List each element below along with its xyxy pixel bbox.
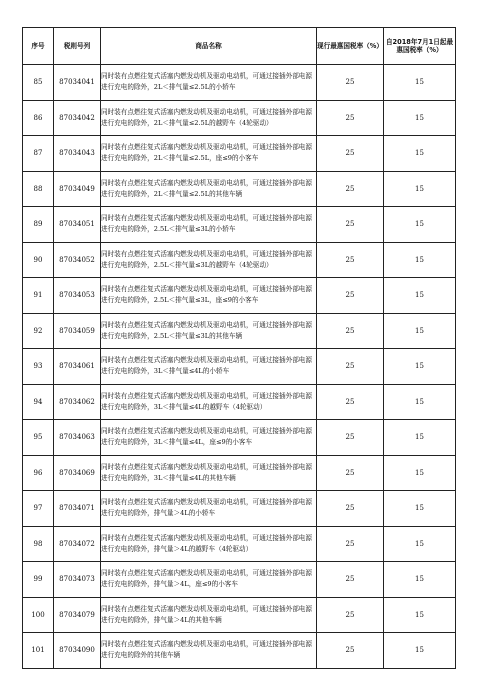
cell-seq: 99 [23, 562, 54, 598]
cell-product-name: 同时装有点燃往复式活塞内燃发动机及驱动电动机，可通过接插外部电源进行充电的除外，2.5L＜排气量≤3L的小轿车 [101, 207, 317, 243]
header-seq: 序号 [23, 28, 54, 65]
table-row [23, 455, 456, 491]
table-row [23, 384, 456, 420]
table-row [23, 562, 456, 598]
cell-new-rate: 15 [384, 242, 456, 278]
cell-seq: 93 [23, 349, 54, 385]
cell-tariff-code: 87034090 [54, 633, 101, 669]
cell-new-rate: 15 [384, 65, 456, 101]
cell-current-rate: 25 [317, 455, 384, 491]
cell-new-rate: 15 [384, 207, 456, 243]
cell-product-name: 同时装有点燃往复式活塞内燃发动机及驱动电动机，可通过接插外部电源进行充电的除外，2L＜排气量≤2.5L的越野车（4轮驱动） [101, 100, 317, 136]
cell-seq: 101 [23, 633, 54, 669]
cell-new-rate: 15 [384, 136, 456, 172]
header-new-mfn-rate: 自2018年7月1日起最惠国税率（%） [384, 28, 456, 65]
table-row [23, 597, 456, 633]
cell-tariff-code: 87034072 [54, 526, 101, 562]
cell-new-rate: 15 [384, 171, 456, 207]
cell-product-name: 同时装有点燃往复式活塞内燃发动机及驱动电动机，可通过接插外部电源进行充电的除外，排气量＞4L的小轿车 [101, 491, 317, 527]
cell-tariff-code: 87034049 [54, 171, 101, 207]
cell-new-rate: 15 [384, 526, 456, 562]
cell-product-name: 同时装有点燃往复式活塞内燃发动机及驱动电动机，可通过接插外部电源进行充电的除外，2.5L＜排气量≤3L，座≤9的小客车 [101, 278, 317, 314]
cell-current-rate: 25 [317, 384, 384, 420]
cell-seq: 89 [23, 207, 54, 243]
cell-product-name: 同时装有点燃往复式活塞内燃发动机及驱动电动机，可通过接插外部电源进行充电的除外，2L＜排气量≤2.5L的小轿车 [101, 65, 317, 101]
cell-tariff-code: 87034061 [54, 349, 101, 385]
cell-seq: 98 [23, 526, 54, 562]
cell-new-rate: 15 [384, 597, 456, 633]
cell-tariff-code: 87034059 [54, 313, 101, 349]
cell-product-name: 同时装有点燃往复式活塞内燃发动机及驱动电动机，可通过接插外部电源进行充电的除外，2.5L＜排气量≤3L的其他车辆 [101, 313, 317, 349]
cell-current-rate: 25 [317, 313, 384, 349]
cell-current-rate: 25 [317, 65, 384, 101]
cell-current-rate: 25 [317, 633, 384, 669]
cell-current-rate: 25 [317, 136, 384, 172]
cell-seq: 96 [23, 455, 54, 491]
cell-product-name: 同时装有点燃往复式活塞内燃发动机及驱动电动机，可通过接插外部电源进行充电的除外，2.5L＜排气量≤3L的越野车（4轮驱动） [101, 242, 317, 278]
table-row [23, 278, 456, 314]
cell-tariff-code: 87034052 [54, 242, 101, 278]
cell-seq: 91 [23, 278, 54, 314]
cell-seq: 85 [23, 65, 54, 101]
cell-product-name: 同时装有点燃往复式活塞内燃发动机及驱动电动机，可通过接插外部电源进行充电的除外，3L＜排气量≤4L的小轿车 [101, 349, 317, 385]
cell-tariff-code: 87034053 [54, 278, 101, 314]
cell-tariff-code: 87034069 [54, 455, 101, 491]
cell-seq: 87 [23, 136, 54, 172]
cell-current-rate: 25 [317, 278, 384, 314]
table-row [23, 65, 456, 101]
cell-current-rate: 25 [317, 207, 384, 243]
cell-current-rate: 25 [317, 349, 384, 385]
cell-current-rate: 25 [317, 171, 384, 207]
cell-new-rate: 15 [384, 562, 456, 598]
cell-product-name: 同时装有点燃往复式活塞内燃发动机及驱动电动机，可通过接插外部电源进行充电的除外，3L＜排气量≤4L，座≤9的小客车 [101, 420, 317, 456]
cell-tariff-code: 87034079 [54, 597, 101, 633]
cell-new-rate: 15 [384, 349, 456, 385]
cell-current-rate: 25 [317, 562, 384, 598]
cell-seq: 100 [23, 597, 54, 633]
cell-current-rate: 25 [317, 242, 384, 278]
cell-new-rate: 15 [384, 455, 456, 491]
table-row [23, 526, 456, 562]
tariff-table [22, 27, 456, 669]
cell-product-name: 同时装有点燃往复式活塞内燃发动机及驱动电动机，可通过接插外部电源进行充电的除外，2L＜排气量≤2.5L，座≤9的小客车 [101, 136, 317, 172]
cell-current-rate: 25 [317, 420, 384, 456]
table-row [23, 349, 456, 385]
cell-seq: 97 [23, 491, 54, 527]
cell-current-rate: 25 [317, 100, 384, 136]
table-row [23, 420, 456, 456]
cell-tariff-code: 87034051 [54, 207, 101, 243]
cell-new-rate: 15 [384, 384, 456, 420]
table-row [23, 242, 456, 278]
cell-product-name: 同时装有点燃往复式活塞内燃发动机及驱动电动机，可通过接插外部电源进行充电的除外，排气量＞4L的其他车辆 [101, 597, 317, 633]
cell-seq: 86 [23, 100, 54, 136]
cell-tariff-code: 87034063 [54, 420, 101, 456]
cell-tariff-code: 87034043 [54, 136, 101, 172]
cell-new-rate: 15 [384, 420, 456, 456]
table-row [23, 491, 456, 527]
cell-tariff-code: 87034073 [54, 562, 101, 598]
table-header-row [23, 28, 456, 65]
table-body [23, 65, 456, 669]
header-tariff-code: 税则号列 [54, 28, 101, 65]
cell-current-rate: 25 [317, 491, 384, 527]
cell-seq: 90 [23, 242, 54, 278]
cell-new-rate: 15 [384, 633, 456, 669]
cell-seq: 94 [23, 384, 54, 420]
cell-seq: 92 [23, 313, 54, 349]
cell-product-name: 同时装有点燃往复式活塞内燃发动机及驱动电动机，可通过接插外部电源进行充电的除外的其他车辆 [101, 633, 317, 669]
cell-new-rate: 15 [384, 313, 456, 349]
header-product-name: 商品名称 [101, 28, 317, 65]
table-row [23, 100, 456, 136]
cell-tariff-code: 87034062 [54, 384, 101, 420]
cell-new-rate: 15 [384, 278, 456, 314]
cell-product-name: 同时装有点燃往复式活塞内燃发动机及驱动电动机，可通过接插外部电源进行充电的除外，3L＜排气量≤4L的越野车（4轮驱动） [101, 384, 317, 420]
cell-new-rate: 15 [384, 100, 456, 136]
header-current-mfn-rate: 现行最惠国税率（%） [317, 28, 384, 65]
cell-product-name: 同时装有点燃往复式活塞内燃发动机及驱动电动机，可通过接插外部电源进行充电的除外，排气量＞4L，座≤9的小客车 [101, 562, 317, 598]
table-row [23, 313, 456, 349]
cell-product-name: 同时装有点燃往复式活塞内燃发动机及驱动电动机，可通过接插外部电源进行充电的除外，3L＜排气量≤4L的其他车辆 [101, 455, 317, 491]
cell-product-name: 同时装有点燃往复式活塞内燃发动机及驱动电动机，可通过接插外部电源进行充电的除外，2L＜排气量≤2.5L的其他车辆 [101, 171, 317, 207]
cell-current-rate: 25 [317, 526, 384, 562]
table-row [23, 207, 456, 243]
cell-tariff-code: 87034042 [54, 100, 101, 136]
table-row [23, 136, 456, 172]
table-row [23, 171, 456, 207]
cell-current-rate: 25 [317, 597, 384, 633]
cell-seq: 88 [23, 171, 54, 207]
cell-tariff-code: 87034071 [54, 491, 101, 527]
cell-product-name: 同时装有点燃往复式活塞内燃发动机及驱动电动机，可通过接插外部电源进行充电的除外，排气量＞4L的越野车（4轮驱动） [101, 526, 317, 562]
table-row [23, 633, 456, 669]
cell-seq: 95 [23, 420, 54, 456]
cell-new-rate: 15 [384, 491, 456, 527]
cell-tariff-code: 87034041 [54, 65, 101, 101]
